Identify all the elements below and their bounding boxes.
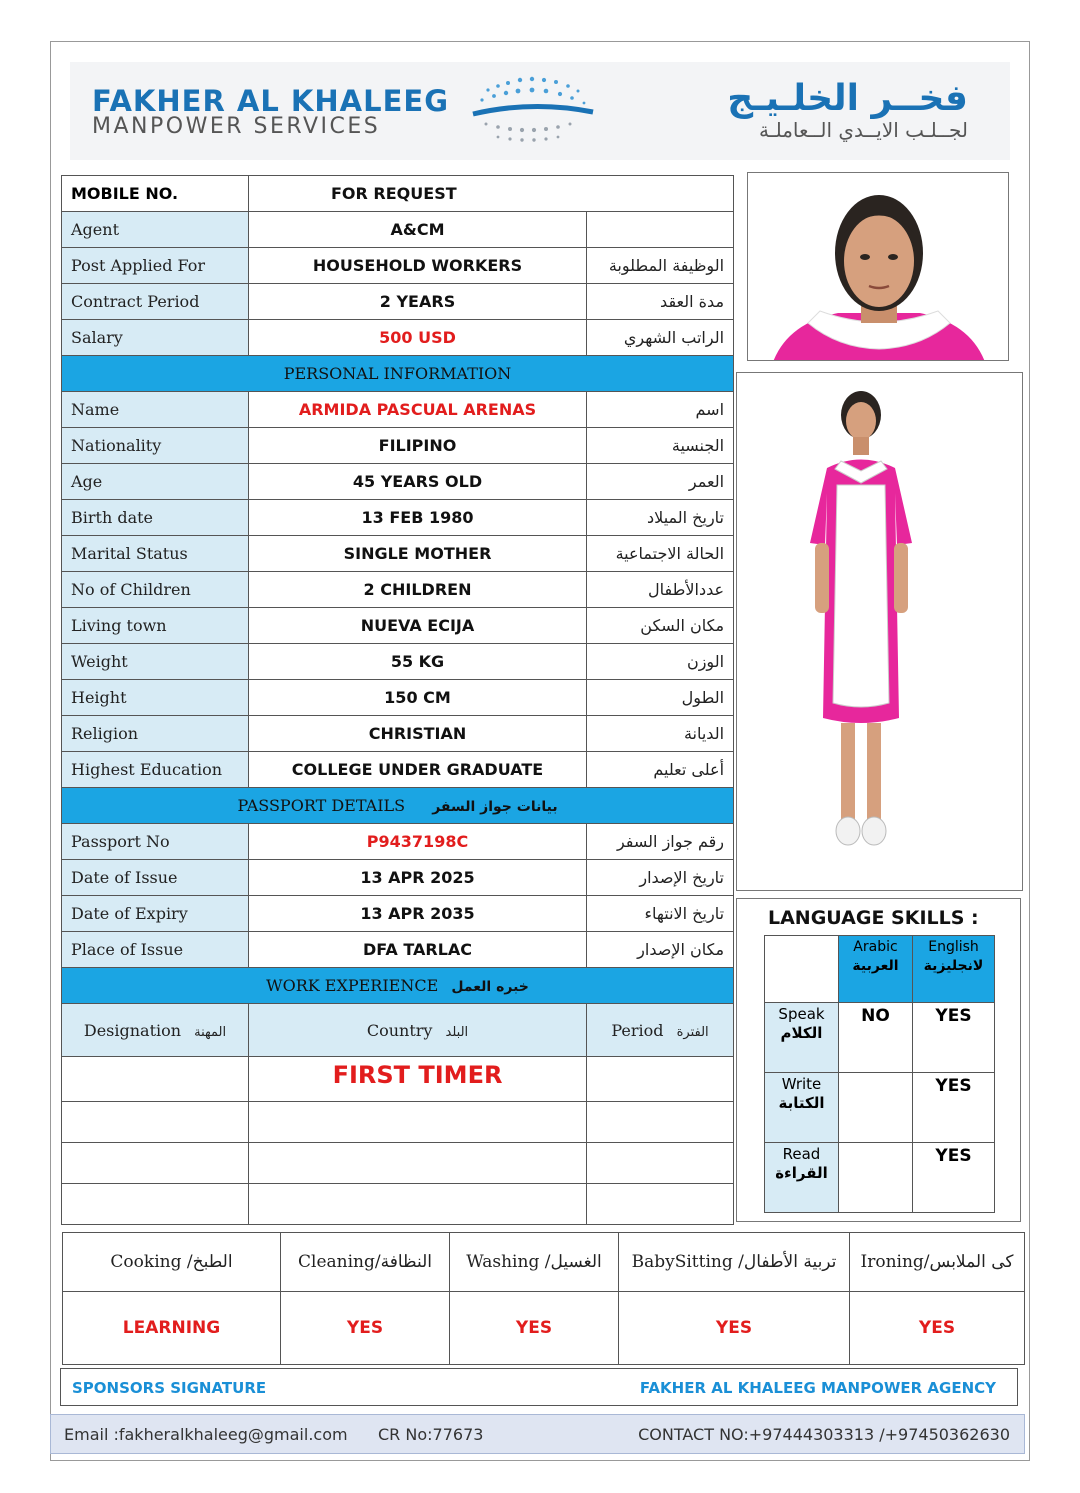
field-label: Passport No bbox=[62, 824, 249, 860]
table-row bbox=[62, 500, 734, 536]
field-label: Weight bbox=[62, 644, 249, 680]
language-table bbox=[764, 935, 995, 1213]
table-row bbox=[62, 248, 734, 284]
skill-value: YES bbox=[619, 1292, 850, 1365]
field-label: Religion bbox=[62, 716, 249, 752]
read-arabic-value bbox=[839, 1143, 913, 1213]
write-english-value: YES bbox=[913, 1073, 995, 1143]
skill-value: YES bbox=[850, 1292, 1025, 1365]
field-label: Salary bbox=[62, 320, 249, 356]
company-subtitle-ar: لجــلـب الايــدي الــعاملـة bbox=[759, 118, 968, 142]
contact-number-text: CONTACT NO:+97444303313 /+97450362630 bbox=[638, 1425, 1010, 1444]
field-label-ar bbox=[587, 212, 734, 248]
field-value: 2 CHILDREN bbox=[249, 572, 587, 608]
field-label: Age bbox=[62, 464, 249, 500]
write-label-ar: الكتابة bbox=[778, 1094, 825, 1112]
field-value: 13 APR 2025 bbox=[249, 860, 587, 896]
full-body-illustration bbox=[737, 373, 1023, 891]
designation-label-ar: المهنة bbox=[194, 1024, 227, 1040]
work-cell bbox=[62, 1143, 249, 1184]
field-label-ar: الوظيفة المطلوبة bbox=[587, 248, 734, 284]
arabic-label-ar: العربية bbox=[852, 958, 899, 974]
company-name-ar: فخــر الخلـيـج bbox=[727, 78, 968, 119]
skill-name: Ironing/كى الملابس bbox=[850, 1233, 1025, 1292]
designation-header bbox=[62, 1004, 249, 1057]
speak-arabic-value: NO bbox=[839, 1003, 913, 1073]
field-label: Highest Education bbox=[62, 752, 249, 788]
table-row bbox=[62, 392, 734, 428]
work-row bbox=[62, 1143, 734, 1184]
field-label-ar: تاريخ الانتهاء bbox=[587, 896, 734, 932]
company-subtitle-en: MANPOWER SERVICES bbox=[92, 114, 381, 139]
field-label-ar: الديانة bbox=[587, 716, 734, 752]
section-header-personal bbox=[62, 356, 734, 392]
field-label: Date of Issue bbox=[62, 860, 249, 896]
field-value: 150 CM bbox=[249, 680, 587, 716]
field-label: Name bbox=[62, 392, 249, 428]
skill-name: Cleaning/النظافة bbox=[281, 1233, 450, 1292]
work-row bbox=[62, 1057, 734, 1102]
field-value: HOUSEHOLD WORKERS bbox=[249, 248, 587, 284]
table-row bbox=[62, 212, 734, 248]
speak-label-ar: الكلام bbox=[780, 1024, 823, 1042]
passport-no-value: P9437198C bbox=[249, 824, 587, 860]
period-label-ar: الفترة bbox=[676, 1024, 709, 1040]
read-label-cell bbox=[765, 1143, 839, 1213]
arabic-header bbox=[839, 936, 913, 1003]
salary-value: 500 USD bbox=[249, 320, 587, 356]
work-cell bbox=[587, 1143, 734, 1184]
work-cell bbox=[62, 1102, 249, 1143]
field-label-ar: الطول bbox=[587, 680, 734, 716]
read-english-value: YES bbox=[913, 1143, 995, 1213]
country-header bbox=[249, 1004, 587, 1057]
field-label-ar: الوزن bbox=[587, 644, 734, 680]
skill-name: Cooking /الطبخ bbox=[63, 1233, 281, 1292]
agency-name-label: FAKHER AL KHALEEG MANPOWER AGENCY bbox=[639, 1379, 996, 1397]
email-text: Email :fakheralkhaleeg@gmail.com bbox=[64, 1425, 348, 1444]
applicant-details-table bbox=[61, 175, 734, 1225]
table-row bbox=[62, 608, 734, 644]
passport-title-ar: بيانات جواز السفر bbox=[432, 799, 558, 815]
table-row bbox=[62, 572, 734, 608]
table-row bbox=[62, 824, 734, 860]
period-label: Period bbox=[611, 1020, 664, 1040]
field-label-ar: الجنسية bbox=[587, 428, 734, 464]
field-label-ar: عددالأطفال bbox=[587, 572, 734, 608]
work-cell bbox=[587, 1102, 734, 1143]
field-label-ar: رقم جواز السفر bbox=[587, 824, 734, 860]
work-cell bbox=[587, 1184, 734, 1225]
read-label-ar: القراءة bbox=[775, 1164, 828, 1182]
language-row-write bbox=[765, 1073, 995, 1143]
language-row-read bbox=[765, 1143, 995, 1213]
field-label-ar: اسم bbox=[587, 392, 734, 428]
speak-label: Speak bbox=[778, 1005, 825, 1023]
full-body-photo bbox=[736, 372, 1023, 891]
field-label: Contract Period bbox=[62, 284, 249, 320]
table-row bbox=[62, 536, 734, 572]
speak-label-cell bbox=[765, 1003, 839, 1073]
section-header-work bbox=[62, 968, 734, 1004]
work-header-row bbox=[62, 1004, 734, 1057]
sponsor-signature-label: SPONSORS SIGNATURE bbox=[72, 1379, 267, 1397]
field-label-ar: أعلى تعليم bbox=[587, 752, 734, 788]
work-cell bbox=[249, 1143, 587, 1184]
arabic-label: Arabic bbox=[853, 939, 898, 955]
skills-header-row bbox=[63, 1233, 1025, 1292]
section-header-passport bbox=[62, 788, 734, 824]
globe-logo-icon bbox=[468, 70, 598, 150]
table-row bbox=[62, 284, 734, 320]
field-value: A&CM bbox=[249, 212, 587, 248]
field-label-ar: العمر bbox=[587, 464, 734, 500]
field-label-ar: مدة العقد bbox=[587, 284, 734, 320]
field-label: No of Children bbox=[62, 572, 249, 608]
skill-name: Washing /الغسيل bbox=[450, 1233, 619, 1292]
field-value: 45 YEARS OLD bbox=[249, 464, 587, 500]
skill-value: YES bbox=[281, 1292, 450, 1365]
mobile-row bbox=[62, 176, 734, 212]
field-value: SINGLE MOTHER bbox=[249, 536, 587, 572]
mobile-label: MOBILE NO. bbox=[62, 176, 249, 212]
company-name-en: FAKHER AL KHALEEG bbox=[92, 84, 450, 118]
first-timer-label: FIRST TIMER bbox=[249, 1057, 587, 1102]
work-cell bbox=[62, 1184, 249, 1225]
portrait-illustration bbox=[748, 173, 1009, 361]
personal-section-title: PERSONAL INFORMATION bbox=[62, 356, 734, 392]
country-label-ar: البلد bbox=[445, 1024, 469, 1040]
read-label: Read bbox=[782, 1145, 821, 1163]
work-cell bbox=[587, 1057, 734, 1102]
field-label-ar: الراتب الشهري bbox=[587, 320, 734, 356]
english-header bbox=[913, 936, 995, 1003]
field-label: Height bbox=[62, 680, 249, 716]
work-cell bbox=[249, 1102, 587, 1143]
skills-table bbox=[62, 1232, 1025, 1365]
field-value: FILIPINO bbox=[249, 428, 587, 464]
language-corner bbox=[765, 936, 839, 1003]
work-title-en: WORK EXPERIENCE bbox=[266, 976, 439, 995]
field-value: DFA TARLAC bbox=[249, 932, 587, 968]
field-label-ar: مكان الإصدار bbox=[587, 932, 734, 968]
table-row bbox=[62, 716, 734, 752]
field-label: Place of Issue bbox=[62, 932, 249, 968]
period-header bbox=[587, 1004, 734, 1057]
speak-english-value: YES bbox=[913, 1003, 995, 1073]
field-value: NUEVA ECIJA bbox=[249, 608, 587, 644]
field-label: Post Applied For bbox=[62, 248, 249, 284]
field-value: 2 YEARS bbox=[249, 284, 587, 320]
language-row-speak bbox=[765, 1003, 995, 1073]
write-label-cell bbox=[765, 1073, 839, 1143]
field-label-ar: مكان السكن bbox=[587, 608, 734, 644]
field-value: 13 FEB 1980 bbox=[249, 500, 587, 536]
skill-name: BabySitting /تربية الأطفال bbox=[619, 1233, 850, 1292]
work-row bbox=[62, 1184, 734, 1225]
mobile-value: FOR REQUEST bbox=[249, 176, 734, 212]
work-row bbox=[62, 1102, 734, 1143]
field-value: 13 APR 2035 bbox=[249, 896, 587, 932]
english-label: English bbox=[928, 939, 979, 955]
country-label: Country bbox=[366, 1020, 433, 1040]
table-row bbox=[62, 932, 734, 968]
portrait-photo bbox=[747, 172, 1009, 361]
table-row bbox=[62, 428, 734, 464]
table-row bbox=[62, 896, 734, 932]
field-label: Birth date bbox=[62, 500, 249, 536]
passport-section-title bbox=[62, 788, 734, 824]
field-value: CHRISTIAN bbox=[249, 716, 587, 752]
field-label: Living town bbox=[62, 608, 249, 644]
write-label: Write bbox=[781, 1075, 822, 1093]
skills-value-row bbox=[63, 1292, 1025, 1365]
write-arabic-value bbox=[839, 1073, 913, 1143]
work-section-title bbox=[62, 968, 734, 1004]
cr-number-text: CR No:77673 bbox=[378, 1425, 484, 1444]
name-value: ARMIDA PASCUAL ARENAS bbox=[249, 392, 587, 428]
passport-title-en: PASSPORT DETAILS bbox=[237, 796, 406, 815]
field-label: Nationality bbox=[62, 428, 249, 464]
table-row bbox=[62, 644, 734, 680]
table-row bbox=[62, 464, 734, 500]
field-label-ar: تاريخ الميلاد bbox=[587, 500, 734, 536]
field-label: Agent bbox=[62, 212, 249, 248]
field-value: COLLEGE UNDER GRADUATE bbox=[249, 752, 587, 788]
work-title-ar: خبره العمل bbox=[451, 979, 529, 995]
table-row bbox=[62, 320, 734, 356]
language-skills-title: LANGUAGE SKILLS : bbox=[768, 907, 979, 929]
field-label-ar: تاريخ الإصدار bbox=[587, 860, 734, 896]
designation-label: Designation bbox=[83, 1020, 182, 1040]
work-cell bbox=[62, 1057, 249, 1102]
table-row bbox=[62, 860, 734, 896]
field-label-ar: الحالة الاجتماعية bbox=[587, 536, 734, 572]
skill-value: YES bbox=[450, 1292, 619, 1365]
english-label-ar: لانجليزية bbox=[923, 958, 984, 974]
table-row bbox=[62, 680, 734, 716]
field-value: 55 KG bbox=[249, 644, 587, 680]
work-cell bbox=[249, 1184, 587, 1225]
table-row bbox=[62, 752, 734, 788]
skill-value: LEARNING bbox=[63, 1292, 281, 1365]
field-label: Date of Expiry bbox=[62, 896, 249, 932]
field-label: Marital Status bbox=[62, 536, 249, 572]
language-header-row bbox=[765, 936, 995, 1003]
